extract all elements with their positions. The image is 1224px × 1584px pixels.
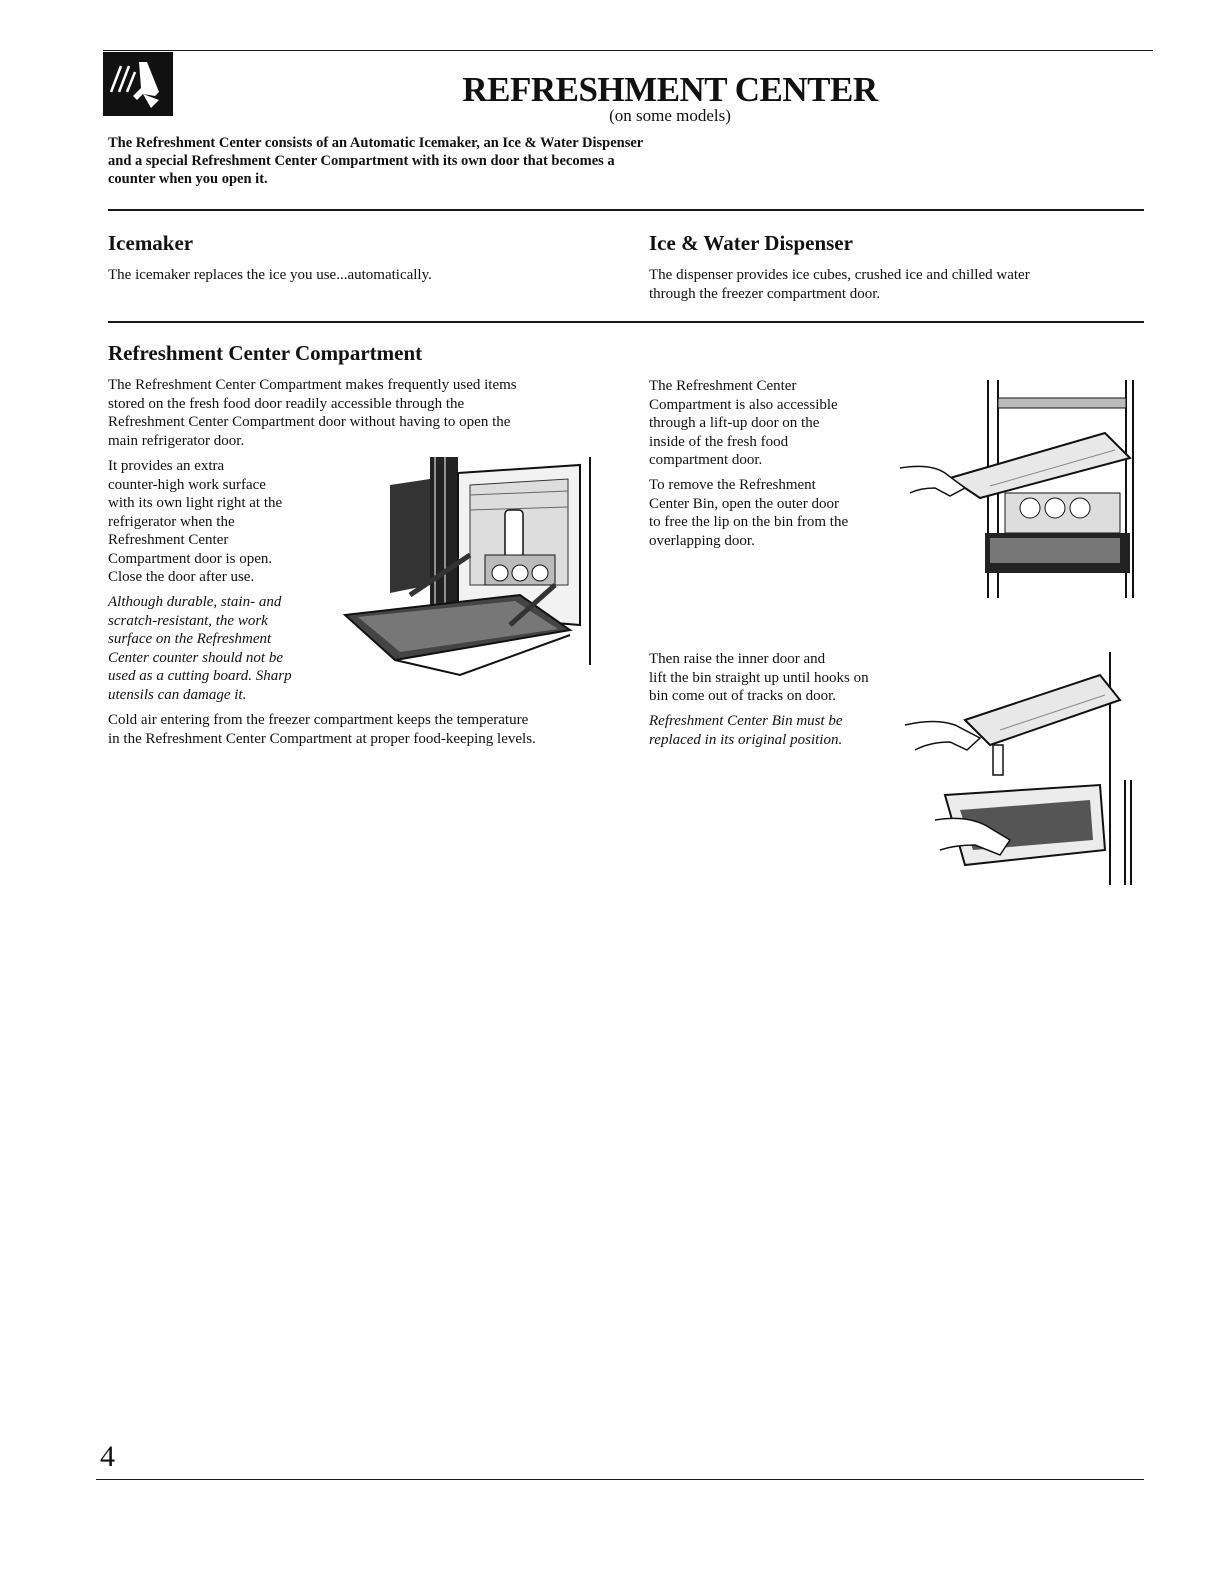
icemaker-text: The icemaker replaces the ice you use...automatically.	[108, 267, 432, 283]
icemaker-heading: Icemaker	[108, 231, 194, 255]
compartment-intro: The Refreshment Center Compartment makes frequently used items stored on the fresh food door readily accessible through the Refreshment Center Compartment door without having to open the main refrigerator door.	[108, 377, 517, 449]
work-surface-text: It provides an extra counter-high work surface with its own light right at the refrigerator when the Refreshment Center Compartment door is open. Close the door after use.	[108, 458, 283, 585]
dispenser-heading: Ice & Water Dispenser	[649, 231, 853, 255]
caution-note: Although durable, stain- and scratch-resistant, the work surface on the Refreshment Center counter should not be used as a cutting board. Sharp utensils can damage it.	[108, 594, 292, 703]
bin-position-note: Refreshment Center Bin must be replaced in its original position.	[649, 713, 843, 748]
lift-bin-illustration	[905, 650, 1145, 890]
intro-paragraph: The Refreshment Center consists of an Automatic Icemaker, an Ice & Water Dispenser and a special Refreshment Center Compartment with its own door that becomes a counter when you open it.	[108, 135, 644, 187]
lift-up-door-illustration	[890, 378, 1140, 603]
section-divider	[108, 321, 1144, 323]
raise-door-text: Then raise the inner door and lift the bin straight up until hooks on bin come out of tracks on door.	[649, 651, 869, 704]
open-compartment-illustration	[340, 455, 600, 680]
access-text: The Refreshment Center Compartment is also accessible through a lift-up door on the inside of the fresh food compartment door.	[649, 378, 838, 468]
page-number: 4	[100, 1440, 115, 1473]
dispenser-text: The dispenser provides ice cubes, crushed ice and chilled water through the freezer compartment door.	[649, 267, 1030, 302]
cold-air-text: Cold air entering from the freezer compartment keeps the temperature in the Refreshment Center Compartment at proper food-keeping levels.	[108, 712, 536, 747]
top-rule	[103, 50, 1153, 51]
remove-bin-text: To remove the Refreshment Center Bin, open the outer door to free the lip on the bin from the overlapping door.	[649, 477, 849, 549]
page-subtitle: (on some models)	[609, 106, 731, 125]
section-divider	[108, 209, 1144, 211]
compartment-heading: Refreshment Center Compartment	[108, 341, 423, 365]
page-title: REFRESHMENT CENTER	[462, 70, 878, 109]
hand-pointer-icon	[103, 52, 173, 116]
footer-rule	[96, 1479, 1144, 1480]
